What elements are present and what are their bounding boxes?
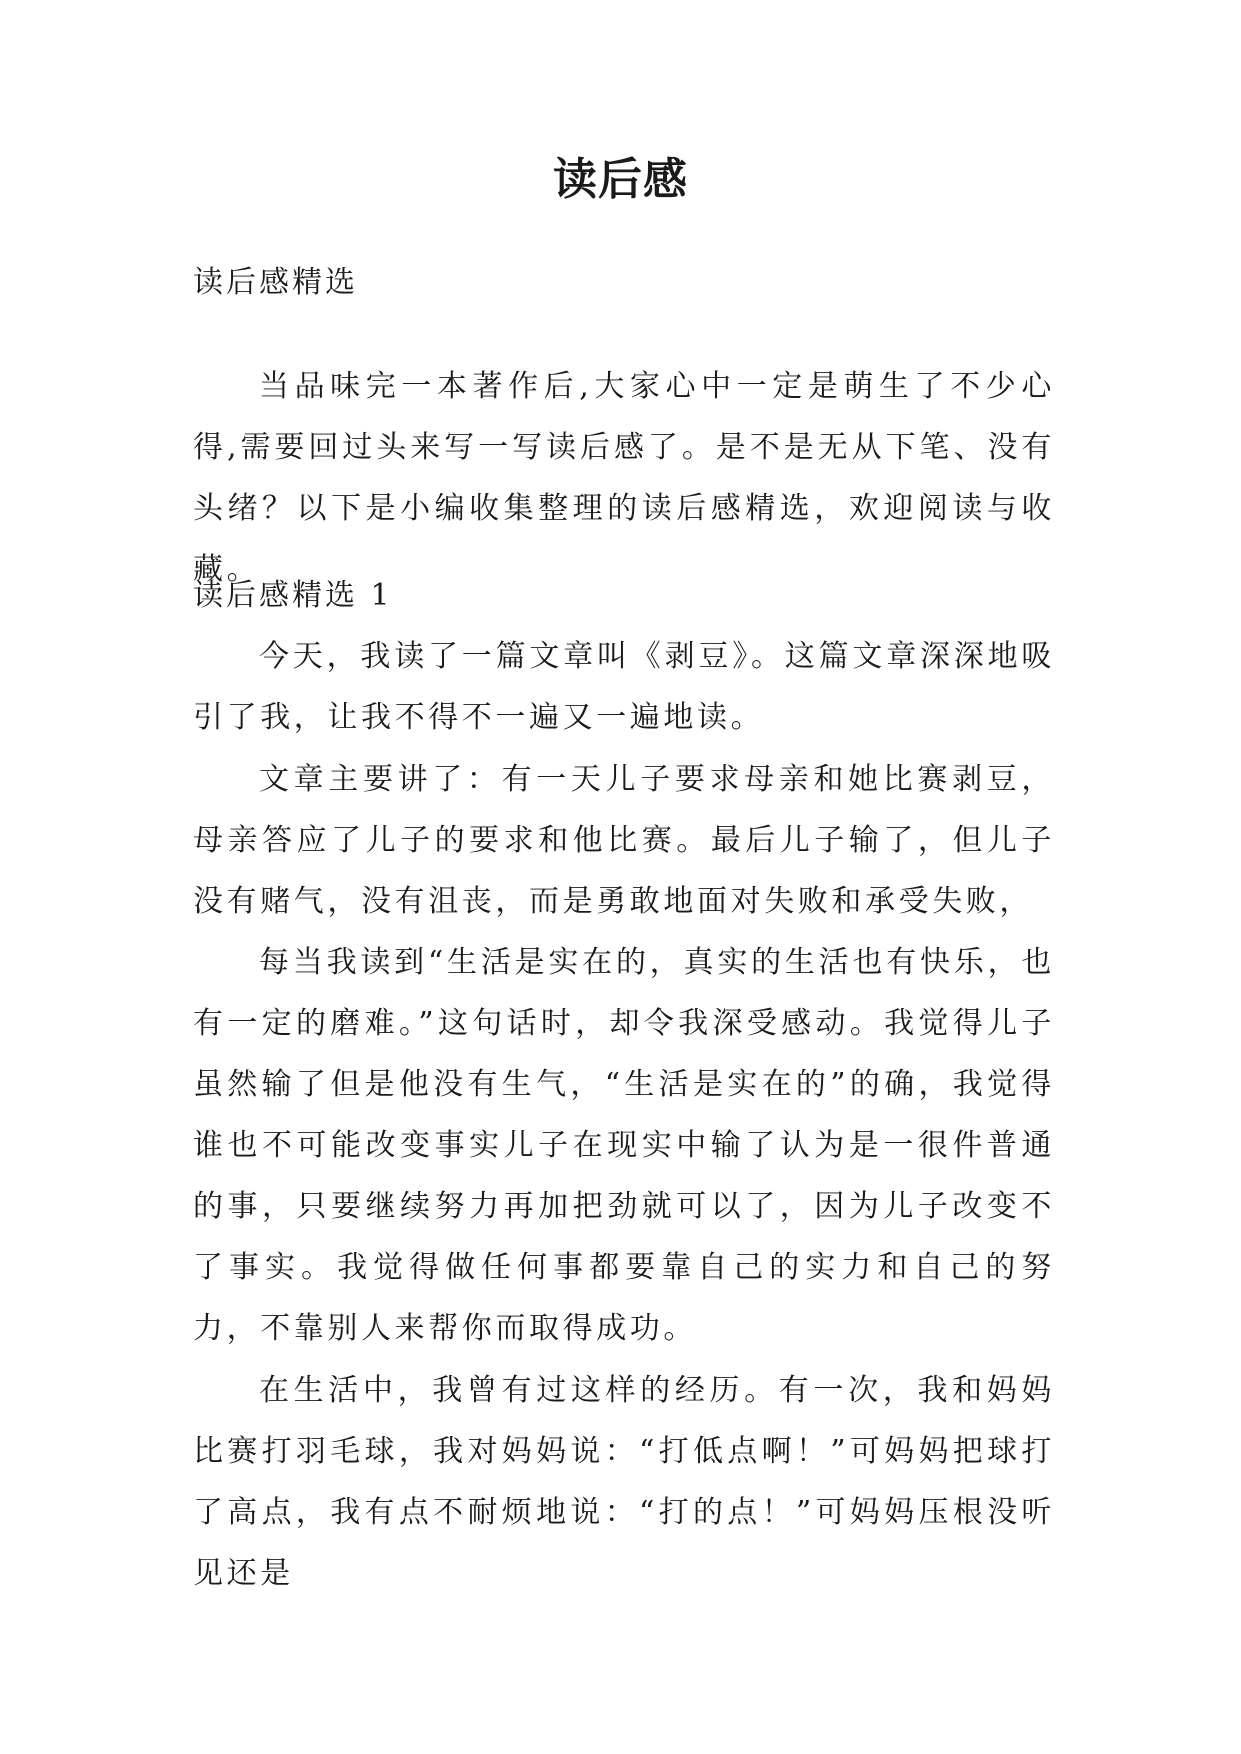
body-paragraph: 今天，我读了一篇文章叫《剥豆》。这篇文章深深地吸引了我，让我不得不一遍又一遍地读。 xyxy=(193,639,1055,735)
section-heading: 读后感精选 1 xyxy=(193,578,393,613)
body-paragraph: 文章主要讲了：有一天儿子要求母亲和她比赛剥豆，母亲答应了儿子的要求和他比赛。最后儿子输了，但儿子没有赌气，没有沮丧，而是勇敢地面对失败和承受失败， xyxy=(193,762,1055,919)
body-paragraph: 在生活中，我曾有过这样的经历。有一次，我和妈妈比赛打羽毛球，我对妈妈说：“打低点啊！”可妈妈把球打了高点，我有点不耐烦地说：“打的点！”可妈妈压根没听见还是 xyxy=(193,1373,1055,1591)
page-title: 读后感 xyxy=(553,154,688,205)
body-paragraph: 每当我读到“生活是实在的，真实的生活也有快乐，也有一定的磨难。”这句话时，却令我深受感动。我觉得儿子虽然输了但是他没有生气，“生活是实在的”的确，我觉得谁也不可能改变事实儿子在现实中输了认为是一很件普通的事，只要继续努力再加把劲就可以了，因为儿子改变不了事实。我觉得做任何事都要靠自己的实力和自己的努力，不靠别人来帮你而取得成功。 xyxy=(193,945,1055,1346)
subtitle: 读后感精选 xyxy=(193,265,358,300)
intro-paragraph: 当品味完一本著作后,大家心中一定是萌生了不少心得,需要回过头来写一写读后感了。是不是无从下笔、没有头绪？以下是小编收集整理的读后感精选，欢迎阅读与收藏。 xyxy=(193,369,1055,587)
